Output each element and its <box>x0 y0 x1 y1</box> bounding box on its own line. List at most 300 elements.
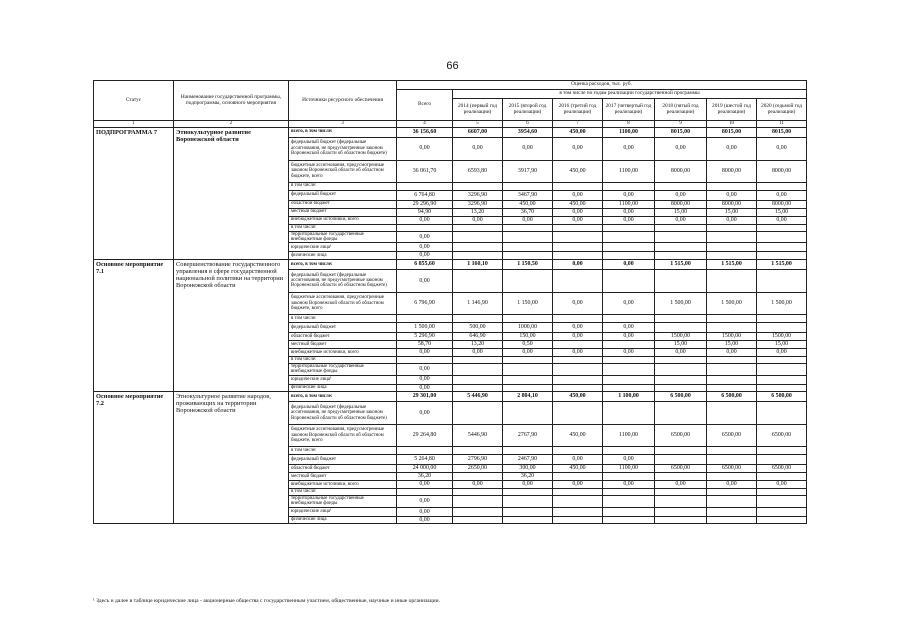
value-cell <box>503 384 553 391</box>
value-cell <box>553 243 603 252</box>
value-cell: 0,00 <box>603 348 655 356</box>
value-cell: 0,00 <box>655 348 707 356</box>
value-cell <box>553 182 603 190</box>
value-cell <box>397 356 453 363</box>
page-number: 66 <box>446 60 459 72</box>
source-cell: внебюджетные источники, всего <box>289 481 397 489</box>
value-cell: 0,00 <box>553 208 603 216</box>
value-cell: 0,00 <box>453 216 503 224</box>
value-cell <box>655 402 707 425</box>
value-cell <box>553 402 603 425</box>
value-cell: 6 500,00 <box>757 392 807 402</box>
row-status: ПОДПРОГРАММА 7 <box>94 127 174 259</box>
value-cell: 0,00 <box>757 137 807 160</box>
value-cell: 0,50 <box>503 340 553 348</box>
value-cell <box>707 322 757 332</box>
table-row <box>94 127 807 137</box>
value-cell: 8015,00 <box>757 127 807 137</box>
value-cell: 450,00 <box>503 200 553 208</box>
value-cell <box>553 516 603 523</box>
source-cell: юридические лица¹ <box>289 507 397 516</box>
value-cell: 29 301,00 <box>397 392 453 402</box>
value-cell: 0,00 <box>757 190 807 200</box>
value-cell <box>757 252 807 259</box>
value-cell <box>603 356 655 363</box>
value-cell <box>603 473 655 481</box>
value-cell: 0,00 <box>553 190 603 200</box>
value-cell <box>553 224 603 231</box>
value-cell <box>603 340 655 348</box>
value-cell <box>707 507 757 516</box>
value-cell: 150,00 <box>503 332 553 340</box>
value-cell: 6 855,60 <box>397 259 453 269</box>
source-cell: юридические лица¹ <box>289 243 397 252</box>
value-cell: 0,00 <box>707 481 757 489</box>
value-cell <box>707 252 757 259</box>
value-cell <box>503 507 553 516</box>
source-cell: территориальные государственные внебюджетные фонды <box>289 231 397 243</box>
value-cell <box>655 224 707 231</box>
value-cell: 0,00 <box>503 348 553 356</box>
value-cell: 1 515,00 <box>757 259 807 269</box>
value-cell: 1 146,90 <box>453 292 503 314</box>
value-cell: 450,00 <box>553 392 603 402</box>
header-estimate: Оценка расходов, тыс. руб. <box>397 81 807 90</box>
header-source: Источники ресурсного обеспечения <box>289 81 397 121</box>
value-cell: 0,00 <box>603 137 655 160</box>
value-cell <box>757 314 807 322</box>
value-cell <box>603 224 655 231</box>
value-cell: 0,00 <box>757 348 807 356</box>
value-cell <box>553 375 603 384</box>
value-cell <box>655 182 707 190</box>
value-cell <box>757 375 807 384</box>
value-cell: 0,00 <box>397 243 453 252</box>
value-cell: 29 264,80 <box>397 425 453 447</box>
value-cell <box>707 224 757 231</box>
value-cell: 5446,90 <box>453 425 503 447</box>
value-cell: 500,00 <box>453 322 503 332</box>
column-number: 7 <box>553 121 603 128</box>
value-cell: 450,00 <box>553 200 603 208</box>
value-cell <box>553 447 603 455</box>
source-cell: всего, в том числе: <box>289 259 397 269</box>
value-cell <box>757 402 807 425</box>
column-number: 2 <box>174 121 289 128</box>
value-cell <box>655 356 707 363</box>
value-cell <box>603 182 655 190</box>
value-cell <box>707 455 757 465</box>
value-cell <box>757 231 807 243</box>
value-cell: 1500,00 <box>757 332 807 340</box>
value-cell <box>603 516 655 523</box>
value-cell: 36 156,60 <box>397 127 453 137</box>
row-name: Совершенствование государственного управления в сфере государственной национальной политики на территории Воронежской области <box>174 259 289 391</box>
value-cell: 0,00 <box>707 190 757 200</box>
value-cell: 1 500,00 <box>397 322 453 332</box>
source-cell: бюджетные ассигнования, предусмотренные законом Воронежской области об областном бюджете, всего <box>289 160 397 182</box>
source-cell: областной бюджет <box>289 465 397 473</box>
value-cell <box>603 231 655 243</box>
value-cell <box>397 447 453 455</box>
column-number: 9 <box>655 121 707 128</box>
value-cell <box>603 375 655 384</box>
value-cell: 0,00 <box>603 481 655 489</box>
value-cell <box>757 363 807 375</box>
value-cell <box>603 447 655 455</box>
value-cell <box>655 375 707 384</box>
value-cell <box>553 314 603 322</box>
value-cell <box>503 516 553 523</box>
value-cell: 0,00 <box>603 208 655 216</box>
table-row <box>94 259 807 269</box>
value-cell: 6 500,00 <box>655 392 707 402</box>
value-cell <box>553 252 603 259</box>
value-cell: 0,00 <box>655 190 707 200</box>
value-cell: 1 500,00 <box>757 292 807 314</box>
value-cell: 0,00 <box>553 322 603 332</box>
value-cell: 0,00 <box>397 216 453 224</box>
header-year: 2015 (второй год реализации) <box>503 99 553 121</box>
value-cell: 1100,00 <box>603 127 655 137</box>
value-cell: 0,00 <box>707 216 757 224</box>
row-status: Основное мероприятие 7.1 <box>94 259 174 391</box>
value-cell <box>397 489 453 496</box>
source-cell: местный бюджет <box>289 473 397 481</box>
value-cell: 1 515,00 <box>707 259 757 269</box>
source-cell: областной бюджет <box>289 332 397 340</box>
value-cell <box>503 402 553 425</box>
value-cell: 6593,80 <box>453 160 503 182</box>
value-cell <box>655 516 707 523</box>
value-cell <box>757 224 807 231</box>
value-cell: 24 000,00 <box>397 465 453 473</box>
value-cell: 6500,00 <box>655 425 707 447</box>
value-cell <box>603 314 655 322</box>
value-cell: 15,00 <box>655 208 707 216</box>
value-cell: 0,00 <box>397 269 453 292</box>
value-cell <box>757 243 807 252</box>
value-cell: 450,00 <box>553 425 603 447</box>
value-cell <box>603 252 655 259</box>
value-cell: 0,00 <box>397 375 453 384</box>
value-cell: 0,00 <box>553 137 603 160</box>
source-cell: в том числе: <box>289 356 397 363</box>
value-cell <box>453 375 503 384</box>
value-cell <box>553 473 603 481</box>
value-cell <box>707 375 757 384</box>
value-cell <box>707 496 757 508</box>
value-cell: 0,00 <box>757 216 807 224</box>
value-cell <box>655 363 707 375</box>
header-year: 2017 (четвертый год реализации) <box>603 99 655 121</box>
value-cell <box>503 496 553 508</box>
value-cell: 450,00 <box>553 160 603 182</box>
value-cell <box>453 252 503 259</box>
value-cell: 0,00 <box>503 137 553 160</box>
value-cell: 0,00 <box>603 292 655 314</box>
row-name: Этнокультурное развитие Воронежской области <box>174 127 289 259</box>
source-cell: в том числе: <box>289 182 397 190</box>
source-cell: всего, в том числе: <box>289 392 397 402</box>
value-cell: 2650,00 <box>453 465 503 473</box>
value-cell <box>503 489 553 496</box>
value-cell <box>655 384 707 391</box>
value-cell <box>503 182 553 190</box>
value-cell <box>603 507 655 516</box>
value-cell: 6 500,00 <box>707 392 757 402</box>
source-cell: в том числе: <box>289 224 397 231</box>
value-cell <box>707 363 757 375</box>
value-cell: 58,70 <box>397 340 453 348</box>
value-cell: 0,00 <box>453 348 503 356</box>
source-cell: всего, в том числе: <box>289 127 397 137</box>
value-cell <box>707 243 757 252</box>
value-cell <box>707 402 757 425</box>
value-cell: 94,90 <box>397 208 453 216</box>
source-cell: физические лица <box>289 252 397 259</box>
value-cell <box>757 447 807 455</box>
value-cell: 15,00 <box>707 208 757 216</box>
footnote: ¹ Здесь и далее в таблице юридические лица - акционерные общества с государственным участием, общественные, научные и иные организации. <box>93 598 441 604</box>
header-status: Статус <box>94 81 174 121</box>
value-cell: 300,00 <box>503 465 553 473</box>
value-cell: 0,00 <box>397 363 453 375</box>
value-cell: 5 296,90 <box>397 332 453 340</box>
value-cell: 15,00 <box>757 340 807 348</box>
header-total: Всего <box>397 90 453 121</box>
value-cell <box>707 447 757 455</box>
value-cell: 0,00 <box>553 216 603 224</box>
table-row <box>94 392 807 402</box>
value-cell: 0,00 <box>757 481 807 489</box>
value-cell <box>397 314 453 322</box>
value-cell: 1100,00 <box>603 425 655 447</box>
source-cell: местный бюджет <box>289 340 397 348</box>
value-cell <box>503 252 553 259</box>
value-cell: 13,20 <box>453 208 503 216</box>
source-cell: территориальные государственные внебюджетные фонды <box>289 496 397 508</box>
value-cell: 0,00 <box>397 348 453 356</box>
value-cell: 3296,90 <box>453 190 503 200</box>
source-cell: федеральный бюджет <box>289 322 397 332</box>
row-name: Этнокультурное развитие народов, проживающих на территории Воронежской области <box>174 392 289 524</box>
value-cell <box>453 363 503 375</box>
header-year: 2016 (третий год реализации) <box>553 99 603 121</box>
value-cell: 36 061,70 <box>397 160 453 182</box>
value-cell: 646,90 <box>453 332 503 340</box>
value-cell: 0,00 <box>503 481 553 489</box>
value-cell: 0,00 <box>503 216 553 224</box>
value-cell <box>655 314 707 322</box>
value-cell: 0,00 <box>397 252 453 259</box>
value-cell <box>553 496 603 508</box>
value-cell <box>553 363 603 375</box>
value-cell <box>655 455 707 465</box>
column-number: 5 <box>453 121 503 128</box>
column-number: 8 <box>603 121 655 128</box>
value-cell: 1 150,00 <box>503 292 553 314</box>
value-cell: 8015,00 <box>655 127 707 137</box>
source-cell: в том числе: <box>289 314 397 322</box>
value-cell <box>553 384 603 391</box>
value-cell: 15,00 <box>655 340 707 348</box>
value-cell: 0,00 <box>553 481 603 489</box>
header-year: 2014 (первый год реализации) <box>453 99 503 121</box>
value-cell: 6500,00 <box>707 465 757 473</box>
value-cell: 6607,00 <box>453 127 503 137</box>
value-cell: 29 296,90 <box>397 200 453 208</box>
value-cell <box>655 252 707 259</box>
value-cell <box>397 182 453 190</box>
value-cell: 13,20 <box>453 340 503 348</box>
value-cell: 0,00 <box>603 455 655 465</box>
value-cell <box>553 231 603 243</box>
value-cell <box>503 314 553 322</box>
header-year: 2020 (седьмой год реализации) <box>757 99 807 121</box>
value-cell <box>553 489 603 496</box>
value-cell <box>655 507 707 516</box>
value-cell: 0,00 <box>397 231 453 243</box>
value-cell: 1 500,00 <box>655 292 707 314</box>
value-cell: 6 796,90 <box>397 292 453 314</box>
value-cell <box>655 269 707 292</box>
source-cell: территориальные государственные внебюджетные фонды <box>289 363 397 375</box>
value-cell: 6 764,80 <box>397 190 453 200</box>
header-row <box>94 81 807 90</box>
value-cell: 3954,60 <box>503 127 553 137</box>
value-cell <box>453 447 503 455</box>
column-number: 3 <box>289 121 397 128</box>
value-cell <box>603 384 655 391</box>
header-by-years: в том числе по годам реализации государственной программы <box>453 90 807 99</box>
value-cell <box>603 269 655 292</box>
value-cell <box>757 489 807 496</box>
value-cell: 0,00 <box>397 516 453 523</box>
value-cell: 8000,00 <box>757 160 807 182</box>
value-cell: 3296,90 <box>453 200 503 208</box>
value-cell <box>453 356 503 363</box>
value-cell <box>707 384 757 391</box>
value-cell <box>757 473 807 481</box>
value-cell: 1500,00 <box>655 332 707 340</box>
column-number: 6 <box>503 121 553 128</box>
value-cell <box>707 182 757 190</box>
value-cell: 8000,00 <box>655 200 707 208</box>
value-cell: 0,00 <box>553 332 603 340</box>
value-cell: 36,20 <box>503 473 553 481</box>
value-cell <box>503 447 553 455</box>
value-cell: 0,00 <box>553 259 603 269</box>
value-cell <box>757 356 807 363</box>
value-cell <box>707 231 757 243</box>
value-cell: 0,00 <box>553 455 603 465</box>
value-cell <box>757 269 807 292</box>
value-cell: 6500,00 <box>707 425 757 447</box>
value-cell: 6500,00 <box>757 425 807 447</box>
value-cell <box>503 356 553 363</box>
value-cell <box>553 340 603 348</box>
value-cell: 0,00 <box>655 216 707 224</box>
value-cell <box>503 363 553 375</box>
value-cell: 1 150,50 <box>503 259 553 269</box>
source-cell: федеральный бюджет (федеральные ассигнования, не предусмотренные законом Воронежской области об областном бюджете) <box>289 402 397 425</box>
value-cell <box>603 243 655 252</box>
value-cell: 0,00 <box>655 481 707 489</box>
value-cell <box>453 182 503 190</box>
value-cell <box>453 516 503 523</box>
value-cell: 0,00 <box>453 137 503 160</box>
value-cell <box>503 269 553 292</box>
value-cell: 0,00 <box>397 384 453 391</box>
source-cell: физические лица <box>289 384 397 391</box>
value-cell <box>757 384 807 391</box>
value-cell: 0,00 <box>707 348 757 356</box>
value-cell <box>453 243 503 252</box>
source-cell: федеральный бюджет (федеральные ассигнования, не предусмотренные законом Воронежской области об областном бюджете) <box>289 137 397 160</box>
value-cell: 8000,00 <box>655 160 707 182</box>
value-cell: 2 804,10 <box>503 392 553 402</box>
value-cell <box>655 243 707 252</box>
value-cell: 3467,90 <box>503 190 553 200</box>
value-cell: 1000,00 <box>503 322 553 332</box>
value-cell: 5 264,80 <box>397 455 453 465</box>
value-cell <box>453 473 503 481</box>
value-cell <box>553 269 603 292</box>
source-cell: внебюджетные источники, всего <box>289 216 397 224</box>
value-cell <box>453 402 503 425</box>
source-cell: юридические лица¹ <box>289 375 397 384</box>
value-cell <box>603 363 655 375</box>
value-cell <box>397 224 453 231</box>
value-cell <box>453 384 503 391</box>
value-cell: 8000,00 <box>757 200 807 208</box>
value-cell <box>453 231 503 243</box>
value-cell: 0,00 <box>397 496 453 508</box>
value-cell <box>707 489 757 496</box>
value-cell: 6500,00 <box>655 465 707 473</box>
value-cell <box>503 375 553 384</box>
value-cell: 450,00 <box>553 127 603 137</box>
value-cell <box>655 231 707 243</box>
value-cell: 1500,00 <box>707 332 757 340</box>
value-cell: 1 160,10 <box>453 259 503 269</box>
row-status: Основное мероприятие 7.2 <box>94 392 174 524</box>
value-cell <box>707 356 757 363</box>
value-cell <box>655 473 707 481</box>
source-cell: внебюджетные источники, всего <box>289 348 397 356</box>
value-cell <box>707 473 757 481</box>
value-cell: 1100,00 <box>603 465 655 473</box>
source-cell: федеральный бюджет (федеральные ассигнования, не предусмотренные законом Воронежской области об областном бюджете) <box>289 269 397 292</box>
value-cell: 0,00 <box>453 481 503 489</box>
column-number: 11 <box>757 121 807 128</box>
value-cell: 0,00 <box>397 507 453 516</box>
source-cell: в том числе: <box>289 447 397 455</box>
value-cell <box>453 489 503 496</box>
value-cell <box>655 447 707 455</box>
value-cell <box>757 322 807 332</box>
source-cell: федеральный бюджет <box>289 190 397 200</box>
value-cell <box>757 182 807 190</box>
value-cell <box>757 455 807 465</box>
value-cell: 36,70 <box>503 208 553 216</box>
header-name: Наименование государственной программы, подпрограммы, основного мероприятия <box>174 81 289 121</box>
value-cell: 36,20 <box>397 473 453 481</box>
value-cell <box>453 269 503 292</box>
value-cell <box>707 516 757 523</box>
source-cell: местный бюджет <box>289 208 397 216</box>
